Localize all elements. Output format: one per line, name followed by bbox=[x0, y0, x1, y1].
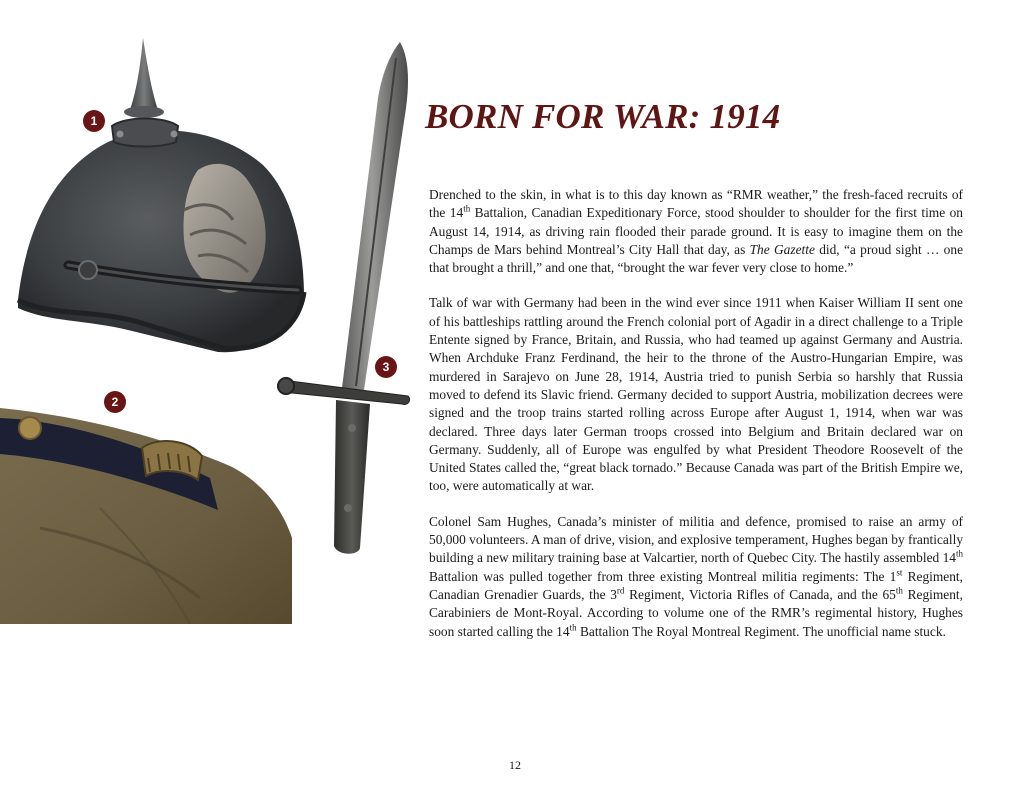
ordinal-suffix: th bbox=[463, 203, 471, 214]
paragraph-2: Talk of war with Germany had been in the wind ever since 1911 when Kaiser William II sent one of his battleships rattling around the French colonial port of Agadir in a direct challenge to a Triple Entente signed by France, Britain, and Russia, who had teamed up against Germany and Austria. When Archduke Franz Ferdinand, the heir to the throne of the Austro-Hungarian Empire, was murdered in Sarajevo on June 28, 1914, Austria tried to punish Serbia so harshly that Russia moved to defend its Slavic friend. Germany decided to support Austria, mobilization decrees were signed and the troop trains started rolling across Europe after August 1, 1914, when war was declared. Three days later German troops crossed into Belgium and Britain declared war on Germany. Suddenly, all of Europe was engulfed by what President Theodore Roosevelt of the United States called the, “great black tornado.” Because Canada was part of the British Empire we, too, were automatically at war. bbox=[429, 295, 963, 494]
paragraph-3-text-d: Regiment, Victoria Rifles of Canada, and the 65 bbox=[624, 586, 896, 602]
uniform-shoulder-photo bbox=[0, 398, 292, 624]
item-marker-1: 1 bbox=[83, 110, 105, 132]
item-marker-3: 3 bbox=[375, 356, 397, 378]
ordinal-suffix: st bbox=[896, 567, 903, 578]
paragraph-3 bbox=[429, 513, 963, 641]
paragraph-1-text-a: Drenched to the skin, in what is to this day known as “RMR weather,” the fresh-faced recruits of the 14 bbox=[429, 187, 963, 221]
ordinal-suffix: rd bbox=[616, 585, 625, 596]
bayonet-photo bbox=[268, 38, 428, 558]
ordinal-suffix: th bbox=[955, 548, 963, 559]
publication-name: The Gazette bbox=[749, 241, 815, 257]
page-number: 12 bbox=[509, 758, 521, 772]
paragraph-3-text-b: Battalion was pulled together from three existing Montreal militia regiments: The 1 bbox=[429, 568, 897, 584]
ordinal-suffix: th bbox=[569, 622, 577, 633]
paragraph-1 bbox=[429, 186, 963, 277]
ordinal-suffix: th bbox=[895, 585, 903, 596]
paragraph-3-text-e: Regiment, Carabiniers de Mont-Royal. According to volume one of the RMR’s regimental history, Hughes soon started calling the 14 bbox=[429, 586, 963, 639]
paragraph-3-text-f: Battalion The Royal Montreal Regiment. The unofficial name stuck. bbox=[576, 623, 946, 639]
paragraph-3-text-c: Regiment, Canadian Grenadier Guards, the 3 bbox=[429, 568, 963, 602]
paragraph-1-text-c: did, “a proud sight … one that brought a thrill,” and one that, “brought the war fever very close to home.” bbox=[429, 241, 964, 276]
page-title: BORN FOR WAR: 1914 bbox=[425, 97, 781, 136]
paragraph-3-text-a: Colonel Sam Hughes, Canada’s minister of militia and defence, promised to raise an army of 50,000 volunteers. A man of drive, vision, and explosive temperament, Hughes began by frantically building a new military training base at Valcartier, north of Quebec City. The hastily assembled 14 bbox=[429, 513, 964, 566]
article-body bbox=[429, 186, 963, 658]
item-marker-2: 2 bbox=[104, 391, 126, 413]
paragraph-1-text-b: Battalion, Canadian Expeditionary Force, stood shoulder to shoulder for the first time on August 14, 1914, as driving rain flooded their parade ground. It is easy to imagine them on the Champs de Mars behind Montreal’s City Hall that day, as bbox=[429, 205, 963, 257]
